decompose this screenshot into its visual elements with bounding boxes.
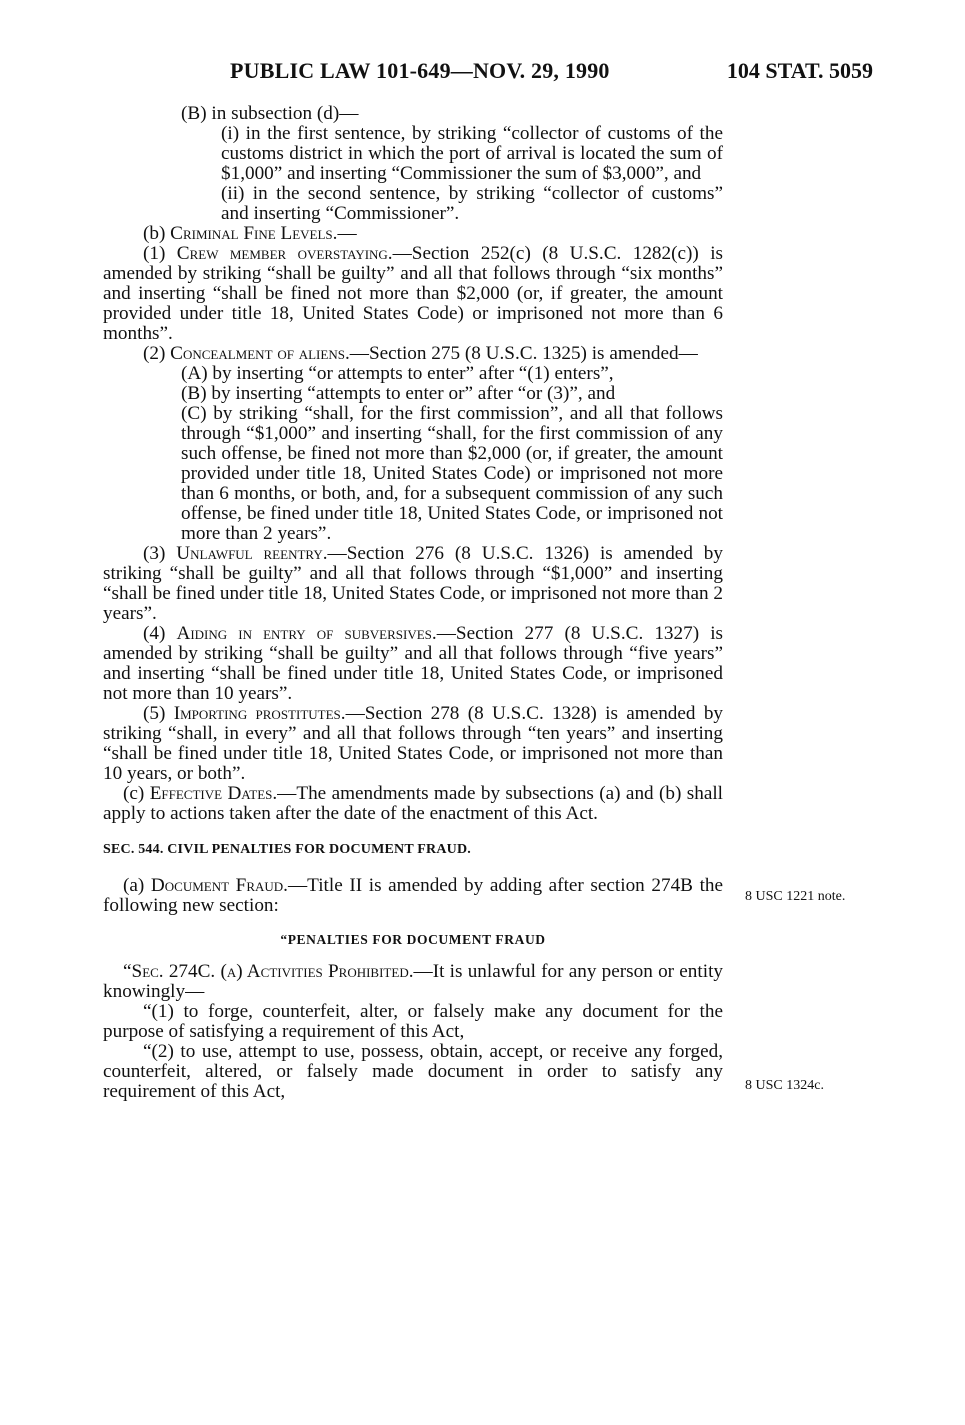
heading-aiding-entry: Aiding in entry of subversives. (176, 623, 437, 644)
para-b-ii (103, 184, 723, 224)
margin-note-1324c: 8 USC 1324c. (745, 1078, 824, 1093)
para-concealment-c: (C) by striking “shall, for the first commission”, and all that follows through “$1,000” and inserting “shall, for the first commission of any such offense, be fined not more than $2,000 (or, if greater, the amount provided under title 18, United States Code) or imprisoned not more than 6 months, or both, and, for a subsequent commission of any such offense, be fined under title 18, United States Code, or imprisoned not more than 2 years”. (181, 403, 723, 544)
heading-unlawful-reentry: Unlawful reentry. (176, 543, 328, 564)
label-b: (b) (143, 223, 171, 244)
num-3: (3) (143, 543, 177, 564)
text-document-fraud: —Title II is amended by adding after section 274B the following new section: (103, 875, 724, 916)
margin-note-1221: 8 USC 1221 note. (745, 889, 846, 904)
para-concealment-b: (B) by inserting “attempts to enter or” after “or (3)”, and (181, 383, 616, 404)
para-item-1: “(1) to forge, counterfeit, alter, or falsely make any document for the purpose of satisfying a requirement of this Act, (103, 1001, 723, 1042)
para-b-i (103, 124, 723, 184)
text-unlawful-reentry: —Section 276 (8 U.S.C. 1326) is amended by striking “shall be guilty” and all that follows through “$1,000” and inserting “shall be fined under title 18, United States Code, or imprisoned not more than 2 years”. (103, 543, 723, 624)
num-5: (5) (143, 703, 174, 724)
header-page-ref: 104 STAT. 5059 (726, 58, 873, 83)
num-2: (2) (143, 343, 171, 364)
para-aiding-entry (103, 624, 723, 704)
para-item-2: “(2) to use, attempt to use, possess, obtain, accept, or receive any forged, counterfeit, altered, or falsely made document in order to satisfy any requirement of this Act, (103, 1041, 723, 1102)
text-effective-dates: —The amendments made by subsections (a) and (b) shall apply to actions taken after the date of the enactment of this Act. (103, 783, 724, 824)
heading-effective-dates: Effective Dates. (149, 783, 278, 804)
label-c: (c) (123, 783, 150, 804)
dash-b: — (337, 223, 357, 244)
para-concealment (103, 344, 723, 364)
para-concealment-a: (A) by inserting “or attempts to enter” after “(1) enters”, (181, 363, 614, 384)
para-sec-274c (103, 962, 723, 1002)
heading-document-fraud: Document Fraud. (150, 875, 288, 896)
section-544-heading: SEC. 544. CIVIL PENALTIES FOR DOCUMENT FRAUD. (103, 842, 472, 857)
num-1: (1) (143, 243, 177, 264)
para-effective-dates (103, 784, 723, 824)
heading-crew-member: Crew member overstaying. (176, 243, 393, 264)
text-concealment: —Section 275 (8 U.S.C. 1325) is amended— (349, 343, 698, 364)
text-crew-member: —Section 252(c) (8 U.S.C. 1282(c)) is amended by striking “shall be guilty” and all that follows through “six months” and inserting “shall be fined not more than $2,000 (or, if greater, the amount provided under title 18, United States Code) or imprisoned not more than 6 months”. (103, 243, 723, 344)
heading-concealment: Concealment of aliens. (170, 343, 350, 364)
document-body (103, 104, 723, 1102)
heading-criminal-fine-levels: Criminal Fine Levels. (170, 223, 338, 244)
para-b-ii-text: (ii) in the second sentence, by striking “collector of customs” and inserting “Commissioner”. (221, 183, 723, 224)
para-importing-prostitutes (103, 704, 723, 784)
para-crew-member (103, 244, 723, 344)
para-b-subsection-d: (B) in subsection (d)— (181, 103, 359, 124)
page-header (230, 58, 873, 88)
para-b-criminal-fine-levels (103, 224, 723, 244)
text-importing-prostitutes: —Section 278 (8 U.S.C. 1328) is amended by striking “shall, in every” and all that follows through “ten years” and inserting “shall be fined under title 18, United States Code, or imprisoned not more than 10 years, or both”. (103, 703, 724, 784)
sec-274c-prefix: “Sec. 274C. (a) (123, 961, 247, 982)
para-b-i-text: (i) in the first sentence, by striking “collector of customs of the customs district in which the port of arrival is located the sum of $1,000” and inserting “Commissioner the sum of $3,000”, and (221, 123, 723, 184)
label-a: (a) (123, 875, 151, 896)
header-title: PUBLIC LAW 101-649—NOV. 29, 1990 (230, 58, 610, 83)
heading-activities-prohibited: Activities Prohibited. (246, 961, 414, 982)
num-4: (4) (143, 623, 177, 644)
penalties-heading: “PENALTIES FOR DOCUMENT FRAUD (280, 932, 546, 947)
para-unlawful-reentry (103, 544, 723, 624)
para-document-fraud (103, 876, 723, 916)
text-aiding-entry: —Section 277 (8 U.S.C. 1327) is amended by striking “shall be guilty” and all that follows through “five years” and inserting “shall be fined under title 18, United States Code, or imprisoned not more than 10 years”. (103, 623, 723, 704)
text-activities-prohibited: —It is unlawful for any person or entity knowingly— (103, 961, 723, 1002)
heading-importing-prostitutes: Importing prostitutes. (173, 703, 346, 724)
